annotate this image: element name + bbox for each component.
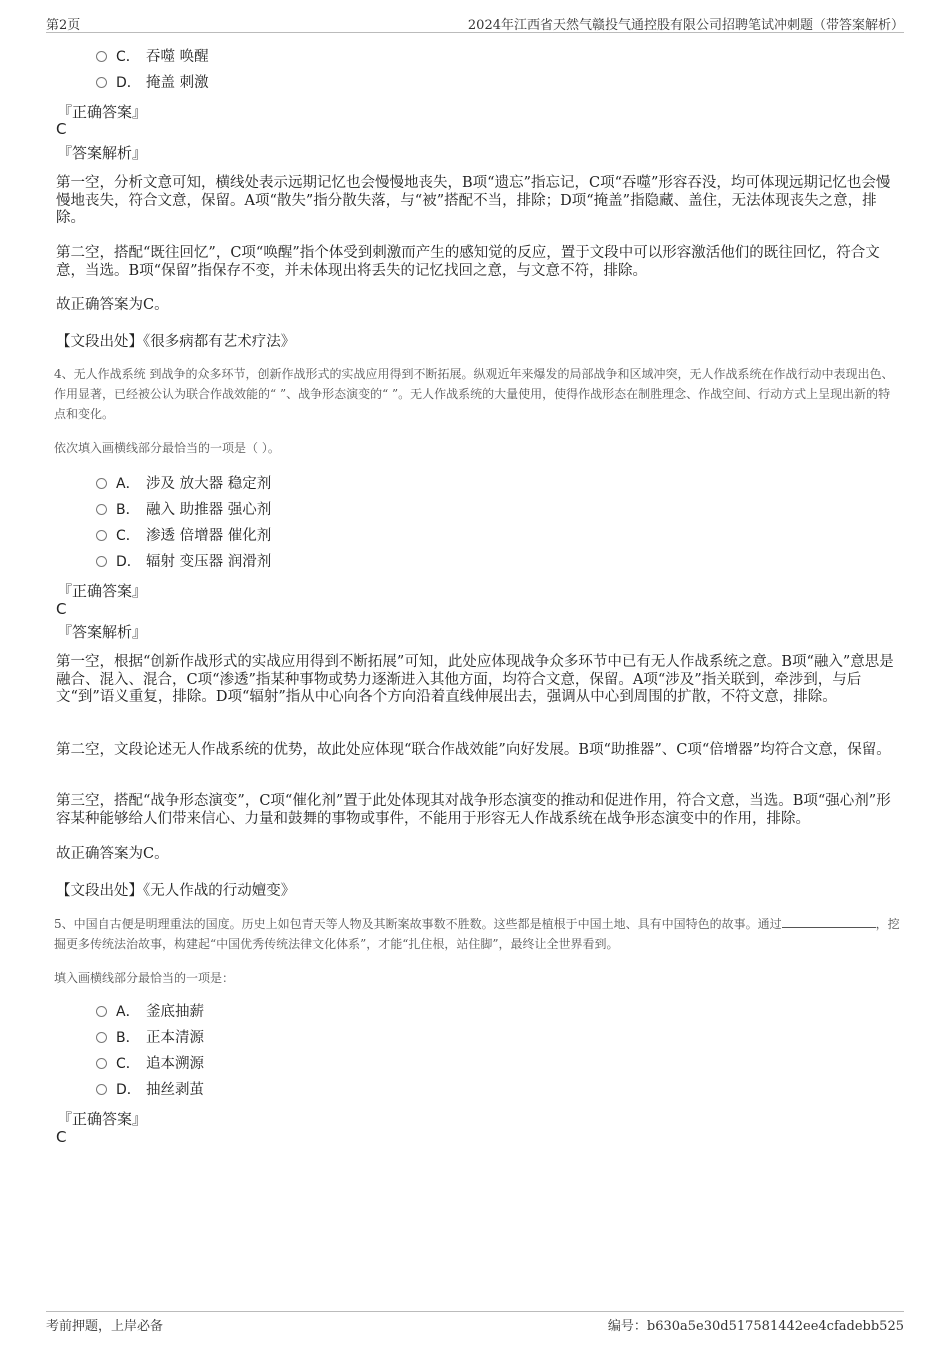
radio-icon[interactable] [96, 1058, 107, 1069]
radio-icon[interactable] [96, 478, 107, 489]
option-b[interactable]: B． 正本清源 [96, 1028, 204, 1048]
option-a[interactable]: A． 涉及 放大器 稳定剂 [96, 474, 271, 494]
answer-value: C [56, 600, 67, 618]
radio-icon[interactable] [96, 556, 107, 567]
radio-icon[interactable] [96, 1032, 107, 1043]
radio-icon[interactable] [96, 530, 107, 541]
option-text: 掩盖 刺激 [146, 75, 209, 91]
answer-label: 『正确答案』 [57, 103, 148, 121]
option-d[interactable]: D． 掩盖 刺激 [96, 73, 209, 93]
analysis-conclusion: 故正确答案为C。 [56, 846, 169, 862]
page-number: 第2页 [46, 18, 81, 33]
option-text: 辐射 变压器 润滑剂 [146, 554, 272, 570]
option-c[interactable]: C． 渗透 倍增器 催化剂 [96, 526, 271, 546]
answer-value: C [56, 120, 67, 138]
question-stem: 5、中国自古便是明理重法的国度。历史上如包青天等人物及其断案故事数不胜数。这些都是植根于中国土地、具有中国特色的故事。通过 ，挖掘更多传统法治故事，构建起“中国优秀传统法律文化体系”，才能“扎住根，站住脚”，最终让全世界看到。 [54, 917, 900, 951]
radio-icon[interactable] [96, 51, 107, 62]
question-prompt: 填入画横线部分最恰当的一项是： [54, 971, 235, 985]
option-c[interactable]: C． 追本溯源 [96, 1054, 204, 1074]
source-citation: 【文段出处】《无人作战的行动嬗变》 [56, 883, 296, 899]
option-d[interactable]: D． 抽丝剥茧 [96, 1080, 204, 1100]
option-text: 抽丝剥茧 [146, 1082, 204, 1098]
page-header [46, 14, 904, 33]
option-text: 吞噬 唤醒 [146, 49, 209, 65]
option-d[interactable]: D． 辐射 变压器 润滑剂 [96, 552, 271, 572]
radio-icon[interactable] [96, 1084, 107, 1095]
option-text: 渗透 倍增器 催化剂 [146, 528, 272, 544]
option-b[interactable]: B． 融入 助推器 强心剂 [96, 500, 271, 520]
radio-icon[interactable] [96, 504, 107, 515]
analysis-paragraph: 第二空，文段论述无人作战系统的优势，故此处应体现“联合作战效能”向好发展。B项“助推器”、C项“倍增器”均符合文意，保留。 [56, 742, 891, 758]
analysis-paragraph: 第一空，分析文意可知，横线处表示远期记忆也会慢慢地丧失，B项“遗忘”指忘记，C项“吞噬”形容吞没，均可体现远期记忆也会慢慢地丧失，符合文意，保留。A项“散失”指分散失落，与“被”搭配不当，排除；D项“掩盖”指隐藏、盖住，无法体现丧失之意，排除。 [56, 175, 891, 226]
radio-icon[interactable] [96, 1006, 107, 1017]
question-prompt: 依次填入画横线部分最恰当的一项是（ ）。 [54, 441, 280, 455]
option-text: 涉及 放大器 稳定剂 [146, 476, 272, 492]
analysis-paragraph: 第一空，根据“创新作战形式的实战应用得到不断拓展”可知，此处应体现战争众多环节中已有无人作战系统之意。B项“融入”意思是融合、混入、混合，C项“渗透”指某种事物或势力逐渐进入其他方面，均符合文意，保留。A项“涉及”指关联到，牵涉到，与后文“到”语义重复，排除。D项“辐射”指从中心向各个方向沿着直线伸展出去，强调从中心到周围的扩散，不符文意，排除。 [56, 654, 894, 705]
analysis-label: 『答案解析』 [57, 144, 148, 162]
question-stem: 4、无人作战系统 到战争的众多环节，创新作战形式的实战应用得到不断拓展。纵观近年来爆发的局部战争和区域冲突，无人作战系统在作战行动中表现出色、作用显著，已经被公认为联合作战效能的“ ”、战争形态演变的“ ”。无人作战系统的大量使用，使得作战形态在制胜理念、作战空间、行动方式上呈现出新的特点和变化。 [54, 367, 894, 421]
option-text: 正本清源 [146, 1030, 204, 1046]
option-text: 釜底抽薪 [146, 1004, 204, 1020]
page-footer [46, 1311, 904, 1334]
document-title: 2024年江西省天然气赣投气通控股有限公司招聘笔试冲刺题（带答案解析） [467, 18, 904, 33]
fill-blank [782, 915, 876, 928]
answer-value: C [56, 1128, 67, 1146]
analysis-paragraph: 第三空，搭配“战争形态演变”，C项“催化剂”置于此处体现其对战争形态演变的推动和促进作用，符合文意，当选。B项“强心剂”形容某种能够给人们带来信心、力量和鼓舞的事物或事件，不能用于形容无人作战系统在战争形态演变中的作用，排除。 [56, 793, 891, 827]
option-text: 融入 助推器 强心剂 [146, 502, 272, 518]
answer-label: 『正确答案』 [57, 1110, 148, 1128]
analysis-conclusion: 故正确答案为C。 [56, 297, 169, 313]
source-citation: 【文段出处】《很多病都有艺术疗法》 [56, 334, 296, 350]
document-code: 编号：b630a5e30d517581442ee4cfadebb525 [607, 1319, 904, 1334]
analysis-paragraph: 第二空，搭配“既往回忆”，C项“唤醒”指个体受到刺激而产生的感知觉的反应，置于文段中可以形容激活他们的既往回忆，符合文意，当选。B项“保留”指保存不变，并未体现出将丢失的记忆找回之意，与文意不符，排除。 [56, 245, 880, 279]
option-text: 追本溯源 [146, 1056, 204, 1072]
radio-icon[interactable] [96, 77, 107, 88]
analysis-label: 『答案解析』 [57, 623, 148, 641]
option-a[interactable]: A． 釜底抽薪 [96, 1002, 204, 1022]
footer-slogan: 考前押题，上岸必备 [46, 1319, 164, 1334]
answer-label: 『正确答案』 [57, 582, 148, 600]
option-c[interactable]: C． 吞噬 唤醒 [96, 47, 209, 67]
